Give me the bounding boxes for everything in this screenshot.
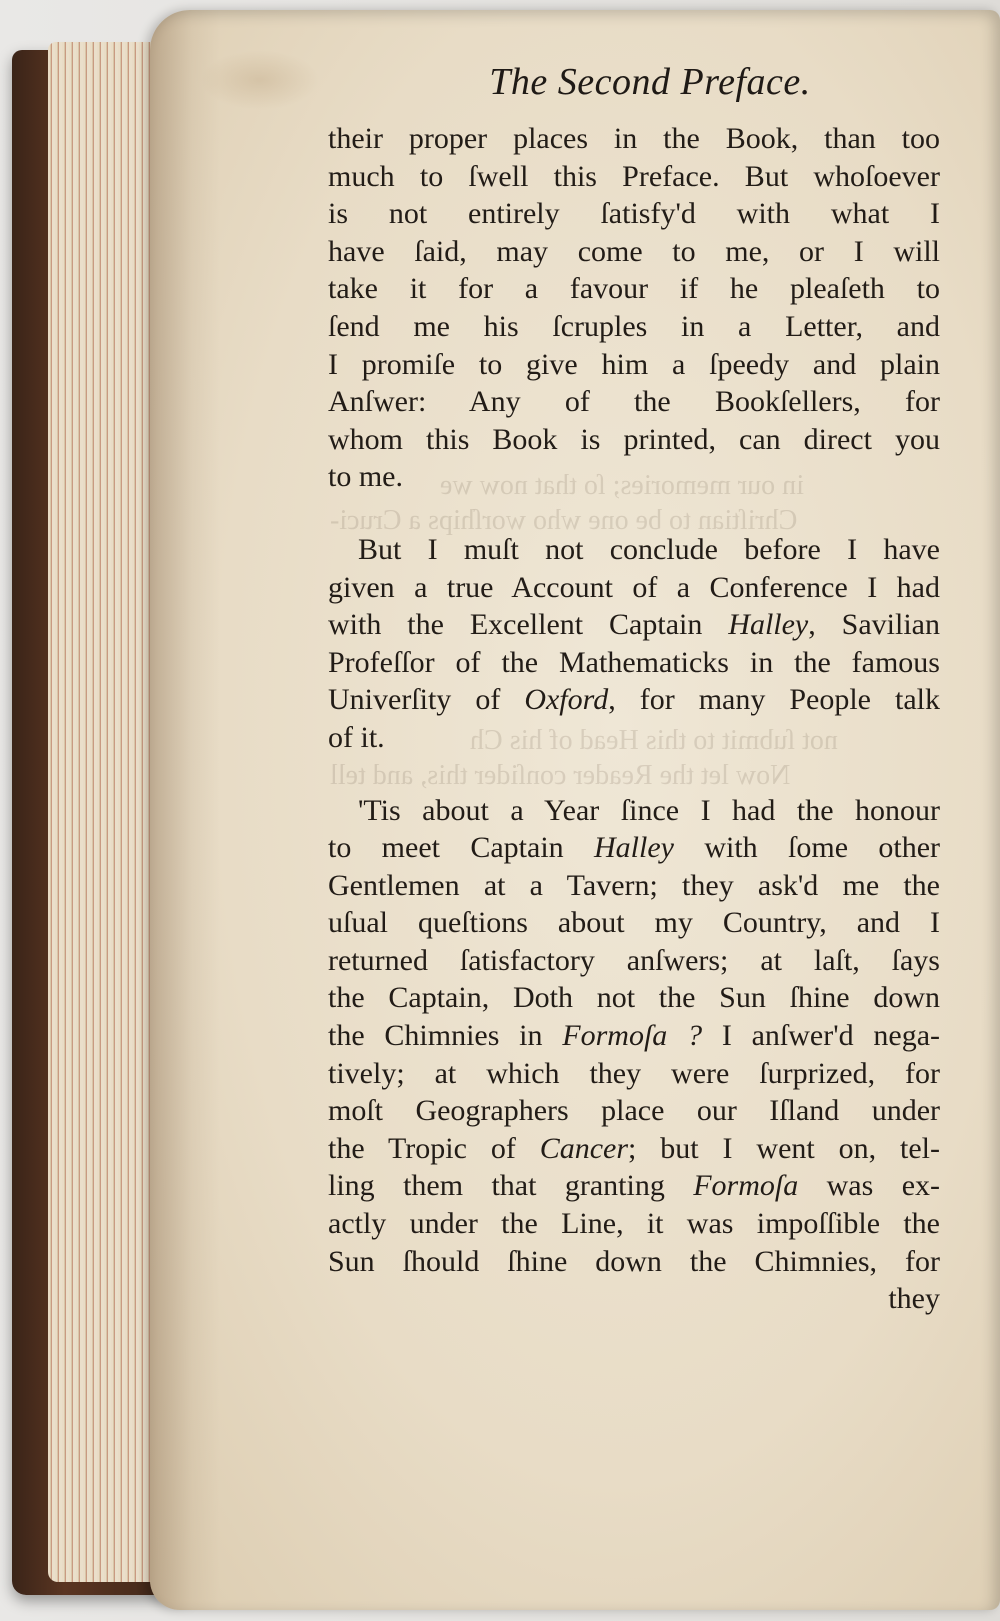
place-name: Cancer [539, 1131, 629, 1165]
paragraph [328, 120, 940, 496]
text-run: , for many People talk [608, 683, 940, 717]
text-line: to me. [328, 460, 403, 494]
text-line: whom this Book is printed, can direct you [328, 422, 940, 456]
text-run: to meet Captain [328, 831, 595, 865]
proper-name: Halley [594, 831, 674, 865]
text-line: actly under the Line, it was impoſſible the [328, 1207, 940, 1241]
place-name: Formoſa ? [562, 1019, 703, 1053]
text-run: with ſome other [673, 831, 940, 865]
paragraph [328, 531, 940, 757]
running-head: The Second Preface. [489, 61, 811, 103]
text-line [328, 1017, 940, 1055]
text-line: much to ſwell this Preface. But whoſoever [328, 159, 940, 193]
text-line [328, 1130, 940, 1168]
paragraph-gap [328, 757, 940, 792]
text-line: returned ſatisfactory anſwers; at laſt, ſays [328, 943, 940, 977]
text-line: take it for a favour if he pleaſeth to [328, 272, 940, 306]
text-run: the Tropic of [328, 1131, 540, 1165]
text-run: 'Tis about a Year ſince I had the honour [358, 793, 940, 827]
text-run: But I muſt not conclude before I have [358, 532, 940, 566]
text-line [328, 531, 940, 569]
text-run: was ex- [798, 1169, 940, 1203]
text-line [328, 681, 940, 719]
text-run: ; but I went on, tel- [628, 1131, 940, 1165]
paragraph [328, 792, 940, 1318]
place-name: Formoſa [693, 1169, 799, 1203]
text-run: ling them that granting [328, 1169, 694, 1203]
catchword: they [888, 1282, 940, 1316]
text-line: Sun ſhould ſhine down the Chimnies, for [328, 1244, 940, 1278]
text-line: Anſwer: Any of the Bookſellers, for [328, 385, 940, 419]
text-line: ſend me his ſcruples in a Letter, and [328, 309, 940, 343]
text-line [328, 1167, 940, 1205]
text-line: Gentlemen at a Tavern; they ask'd me the [328, 868, 940, 902]
text-line: is not entirely ſatisfy'd with what I [328, 197, 940, 231]
body-text [328, 120, 940, 1318]
text-line: given a true Account of a Conference I had [328, 570, 940, 604]
text-line: have ſaid, may come to me, or I will [328, 234, 940, 268]
text-line: the Captain, Doth not the Sun ſhine down [328, 981, 940, 1015]
text-line: I promiſe to give him a ſpeedy and plain [328, 347, 940, 381]
text-run: I anſwer'd nega- [702, 1019, 940, 1053]
proper-name: Halley [728, 608, 809, 642]
text-line: of it. [328, 720, 385, 754]
text-run: the Chimnies in [328, 1019, 563, 1053]
paragraph-gap [328, 496, 940, 531]
text-line: their proper places in the Book, than too [328, 122, 940, 155]
text-line: uſual queſtions about my Country, and I [328, 906, 940, 940]
text-line: moſt Geographers place our Iſland under [328, 1094, 940, 1128]
text-run: with the Excellent Captain [328, 608, 729, 642]
text-run: , Savilian [808, 608, 940, 642]
text-line: Profeſſor of the Mathematicks in the famous [328, 645, 940, 679]
text-line: tively; at which they were ſurprized, for [328, 1056, 940, 1090]
text-line [328, 606, 940, 644]
place-name: Oxford [524, 683, 609, 717]
text-run: Univerſity of [328, 683, 525, 717]
paper-stain [200, 50, 320, 110]
text-line [328, 829, 940, 867]
text-line [328, 792, 940, 830]
